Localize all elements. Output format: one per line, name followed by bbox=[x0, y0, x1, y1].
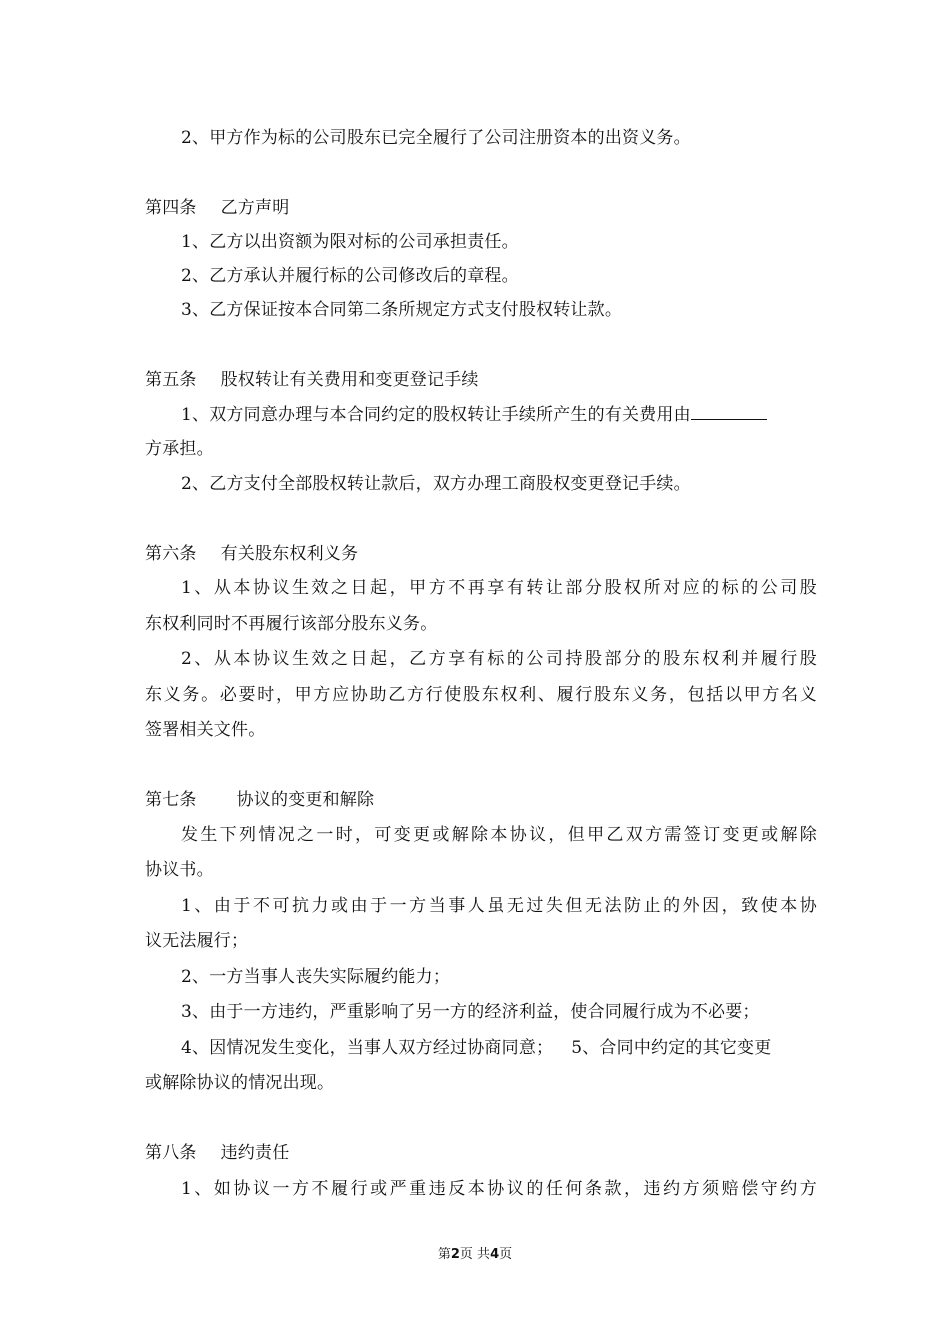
article-7-item-4: 4、因情况发生变化，当事人双方经过协商同意； bbox=[181, 1038, 554, 1058]
article-7-item-5-line-2: 或解除协议的情况出现。 bbox=[145, 1073, 335, 1093]
article-8-title: 违约责任 bbox=[220, 1143, 290, 1163]
article-6-item-2-line-2: 东义务。必要时，甲方应协助乙方行使股东权利、履行股东义务，包括以甲方名义 bbox=[145, 685, 817, 705]
article-4-item-3: 3、乙方保证按本合同第二条所规定方式支付股权转让款。 bbox=[181, 300, 623, 320]
article-3-item-2: 2、甲方作为标的公司股东已完全履行了公司注册资本的出资义务。 bbox=[181, 128, 691, 148]
article-4-heading bbox=[145, 196, 817, 220]
page-footer bbox=[0, 1246, 950, 1264]
article-5-heading bbox=[145, 368, 817, 392]
article-5-item-2: 2、乙方支付全部股权转让款后，双方办理工商股权变更登记手续。 bbox=[181, 474, 691, 494]
article-5-item-1-line-1 bbox=[145, 402, 817, 427]
article-6-number: 第六条 bbox=[145, 544, 197, 564]
article-5-item-1-line-2: 方承担。 bbox=[145, 439, 214, 459]
article-4-item-1: 1、乙方以出资额为限对标的公司承担责任。 bbox=[181, 232, 519, 252]
footer-current-page: 2 bbox=[450, 1247, 460, 1262]
article-5-title: 股权转让有关费用和变更登记手续 bbox=[220, 370, 479, 390]
article-7-intro-line-1: 发生下列情况之一时，可变更或解除本协议，但甲乙双方需签订变更或解除 bbox=[181, 825, 817, 845]
article-4-item-2: 2、乙方承认并履行标的公司修改后的章程。 bbox=[181, 266, 519, 286]
article-8-item-1-line-1: 1、如协议一方不履行或严重违反本协议的任何条款，违约方须赔偿守约方 bbox=[181, 1179, 817, 1199]
article-5-item-1-text: 1、双方同意办理与本合同约定的股权转让手续所产生的有关费用由 bbox=[181, 405, 691, 425]
article-7-item-2: 2、一方当事人丧失实际履约能力； bbox=[181, 967, 451, 987]
article-6-item-1-line-1: 1、从本协议生效之日起，甲方不再享有转让部分股权所对应的标的公司股 bbox=[181, 578, 817, 598]
footer-total-pages: 4 bbox=[490, 1247, 500, 1262]
article-6-item-1-line-2: 东权利同时不再履行该部分股东义务。 bbox=[145, 614, 438, 634]
article-7-title: 协议的变更和解除 bbox=[236, 790, 375, 810]
article-7-number: 第七条 bbox=[145, 790, 197, 810]
article-7-intro-line-2: 协议书。 bbox=[145, 860, 214, 880]
footer-suffix: 页 bbox=[499, 1247, 513, 1262]
article-7-heading bbox=[145, 788, 817, 812]
article-7-item-3: 3、由于一方违约，严重影响了另一方的经济利益，使合同履行成为不必要； bbox=[181, 1002, 760, 1022]
article-7-item-4-5-line-1 bbox=[145, 1036, 817, 1060]
article-6-title: 有关股东权利义务 bbox=[220, 544, 359, 564]
footer-prefix: 第 bbox=[437, 1247, 451, 1262]
article-6-heading bbox=[145, 542, 817, 566]
article-6-item-2-line-1: 2、从本协议生效之日起，乙方享有标的公司持股部分的股东权利并履行股 bbox=[181, 649, 817, 669]
article-8-heading bbox=[145, 1141, 817, 1165]
article-7-item-1-line-1: 1、由于不可抗力或由于一方当事人虽无过失但无法防止的外因，致使本协 bbox=[181, 896, 817, 916]
article-5-number: 第五条 bbox=[145, 370, 197, 390]
fee-party-blank bbox=[691, 402, 767, 420]
footer-middle: 页 共 bbox=[459, 1247, 491, 1262]
article-4-number: 第四条 bbox=[145, 198, 197, 218]
article-7-item-5-start: 5、合同中约定的其它变更 bbox=[571, 1038, 772, 1058]
article-6-item-2-line-3: 签署相关文件。 bbox=[145, 720, 266, 740]
article-8-number: 第八条 bbox=[145, 1143, 197, 1163]
article-4-title: 乙方声明 bbox=[220, 198, 290, 218]
article-7-item-1-line-2: 议无法履行； bbox=[145, 931, 249, 951]
